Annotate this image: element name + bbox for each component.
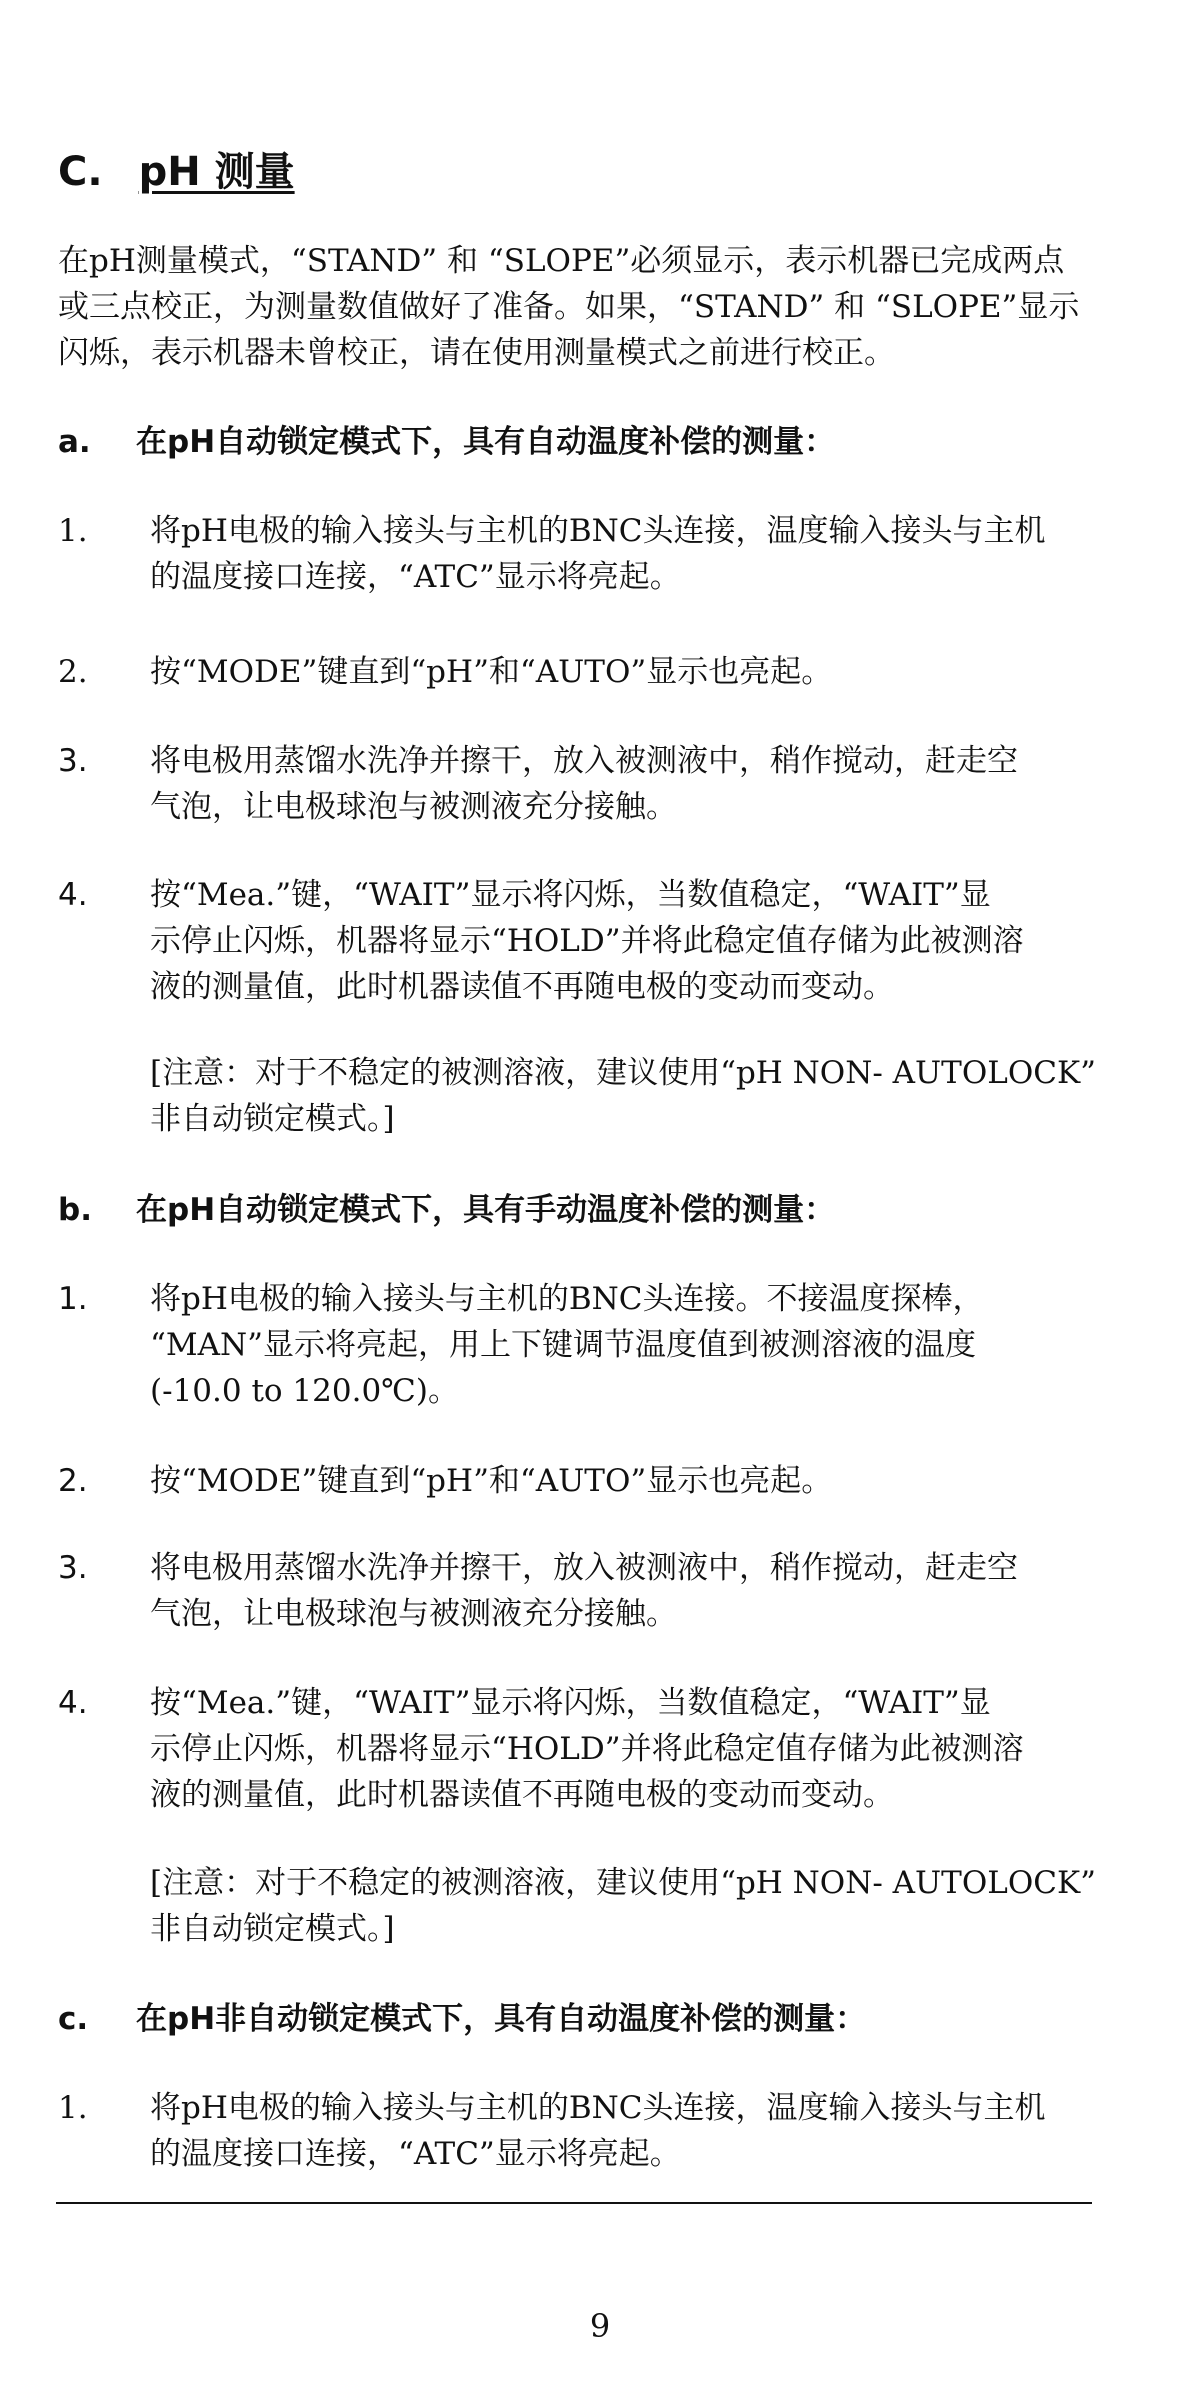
list-item-line: 将pH电极的输入接头与主机的BNC头连接，温度输入接头与主机 (150, 2090, 1046, 2126)
intro-line: 在pH测量模式，“STAND” 和 “SLOPE”必须显示，表示机器已完成两点 (58, 243, 1065, 279)
footer-divider (56, 2202, 1092, 2204)
list-item-number: 1. (58, 2090, 88, 2126)
list-item-line: 按“Mea.”键，“WAIT”显示将闪烁，当数值稳定，“WAIT”显 (150, 1685, 991, 1721)
list-item-number: 2. (58, 654, 88, 690)
list-item (58, 508, 1148, 600)
list-item (58, 872, 1148, 1010)
intro-paragraph (58, 238, 1148, 376)
list-item-line: 气泡，让电极球泡与被测液充分接触。 (150, 789, 677, 825)
list-item-line: 将电极用蒸馏水洗净并擦干，放入被测液中，稍作搅动，赶走空 (150, 1550, 1018, 1586)
list-item-number: 3. (58, 1550, 88, 1586)
list-item-number: 4. (58, 877, 88, 913)
subsection-letter: a. (58, 424, 91, 460)
list-item-line: 液的测量值，此时机器读值不再随电极的变动而变动。 (150, 1777, 894, 1813)
subsection-title: 在pH自动锁定模式下，具有手动温度补偿的测量： (136, 1192, 836, 1228)
list-item-line: 将pH电极的输入接头与主机的BNC头连接，温度输入接头与主机 (150, 513, 1046, 549)
list-item-number: 4. (58, 1685, 88, 1721)
list-item-line: “MAN”显示将亮起，用上下键调节温度值到被测溶液的温度 (150, 1327, 976, 1363)
list-item-line: 液的测量值，此时机器读值不再随电极的变动而变动。 (150, 969, 894, 1005)
list-item-line: 将电极用蒸馏水洗净并擦干，放入被测液中，稍作搅动，赶走空 (150, 743, 1018, 779)
list-item-number: 1. (58, 513, 88, 549)
note (58, 1860, 1148, 1952)
list-item (58, 1458, 1148, 1504)
subsection-heading-a (58, 422, 835, 462)
list-item-line: 的温度接口连接，“ATC”显示将亮起。 (150, 559, 681, 595)
section-title: pH 测量 (138, 149, 295, 195)
intro-line: 闪烁，表示机器未曾校正，请在使用测量模式之前进行校正。 (58, 335, 895, 371)
subsection-heading-c (58, 1999, 866, 2039)
note-line: 非自动锁定模式。] (150, 1101, 395, 1137)
subsection-title: 在pH非自动锁定模式下，具有自动温度补偿的测量： (136, 2001, 867, 2037)
list-item-line: (-10.0 to 120.0℃)。 (150, 1373, 459, 1409)
note-line: 非自动锁定模式。] (150, 1911, 395, 1947)
list-item (58, 1680, 1148, 1818)
list-item (58, 649, 1148, 695)
list-item-line: 按“MODE”键直到“pH”和“AUTO”显示也亮起。 (150, 654, 833, 690)
section-heading (58, 148, 295, 196)
list-item-line: 按“Mea.”键，“WAIT”显示将闪烁，当数值稳定，“WAIT”显 (150, 877, 991, 913)
list-item (58, 1545, 1148, 1637)
list-item-line: 气泡，让电极球泡与被测液充分接触。 (150, 1596, 677, 1632)
list-item (58, 1276, 1148, 1414)
subsection-heading-b (58, 1190, 835, 1230)
list-item-number: 1. (58, 1281, 88, 1317)
section-number: C. (58, 149, 103, 195)
list-item-line: 的温度接口连接，“ATC”显示将亮起。 (150, 2136, 681, 2172)
subsection-letter: b. (58, 1192, 92, 1228)
list-item-line: 示停止闪烁，机器将显示“HOLD”并将此稳定值存储为此被测溶 (150, 923, 1024, 959)
list-item-line: 按“MODE”键直到“pH”和“AUTO”显示也亮起。 (150, 1463, 833, 1499)
intro-line: 或三点校正，为测量数值做好了准备。如果，“STAND” 和 “SLOPE”显示 (58, 289, 1080, 325)
list-item-line: 将pH电极的输入接头与主机的BNC头连接。不接温度探棒， (150, 1281, 984, 1317)
note-line: [注意：对于不稳定的被测溶液，建议使用“pH NON- AUTOLOCK” (150, 1055, 1096, 1091)
list-item (58, 2085, 1148, 2177)
page-number: 9 (589, 2307, 611, 2345)
subsection-letter: c. (58, 2001, 89, 2037)
subsection-title: 在pH自动锁定模式下，具有自动温度补偿的测量： (136, 424, 836, 460)
note (58, 1050, 1148, 1142)
note-line: [注意：对于不稳定的被测溶液，建议使用“pH NON- AUTOLOCK” (150, 1865, 1096, 1901)
list-item (58, 738, 1148, 830)
list-item-number: 2. (58, 1463, 88, 1499)
list-item-line: 示停止闪烁，机器将显示“HOLD”并将此稳定值存储为此被测溶 (150, 1731, 1024, 1767)
list-item-number: 3. (58, 743, 88, 779)
